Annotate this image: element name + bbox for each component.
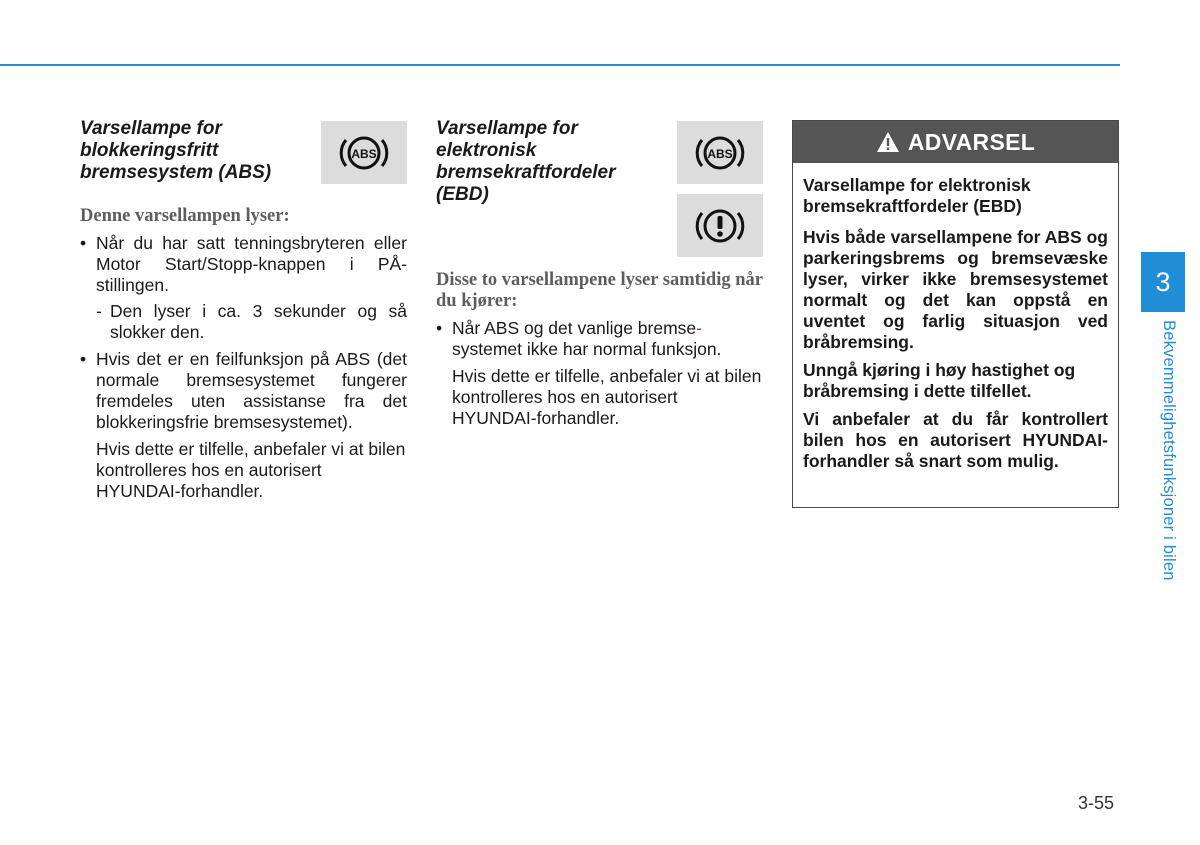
page-number: 3-55: [1078, 793, 1115, 813]
abs-lead: Denne varsellampen lyser:: [80, 206, 290, 226]
bullet-dot: •: [80, 349, 87, 369]
abs-bullet-1: [80, 233, 407, 296]
svg-text:ABS: ABS: [707, 146, 733, 161]
ebd-heading: Varsellampe for elektronisk bremsekraftfordeler (EBD): [436, 118, 616, 205]
ebd-bullet-1-text-b: systemet ikke har normal funksjon.: [452, 339, 722, 359]
abs-bullet-2-text: Hvis det er en feilfunksjon på ABS (det normale bremsesystemet fungerer fremdeles uten assistanse fra det blokkeringsfrie bremsesystemet).: [96, 349, 407, 432]
warning-paragraph-1: Hvis både varsellampene for ABS og parkeringsbrems og bremsevæske lyser, virker ikke bremsesystemet normalt og det kan oppstå en uventet og farlig situasjon ved bråbremsing.: [803, 227, 1108, 352]
abs-bullet-2: [80, 349, 407, 433]
ebd-bullet-1-text-a: Når ABS og det vanlige bremse: [452, 318, 697, 338]
warning-paragraph-3: Vi anbefaler at du får kontrollert bilen hos en autorisert HYUNDAI-forhandler så snart som mulig.: [803, 409, 1108, 471]
abs-dash-1-text: Den lyser i ca. 3 sekunder og så slokker den.: [110, 301, 407, 342]
chapter-tab: 3: [1141, 252, 1185, 312]
bullet-dot: •: [436, 318, 443, 338]
ebd-abs-lamp-icon: [677, 121, 763, 184]
dash-mark: -: [96, 301, 102, 321]
warning-header: [793, 121, 1118, 163]
warning-title: ADVARSEL: [907, 128, 1036, 155]
warning-triangle-icon: [876, 131, 900, 153]
hyphen-mark: -: [696, 318, 702, 338]
warning-subtitle: Varsellampe for elektronisk bremsekraftfordeler (EBD): [803, 175, 1031, 216]
abs-warning-lamp-icon: [321, 121, 407, 184]
ebd-lead: Disse to varsellampene lyser samtidig når du kjører:: [436, 270, 763, 311]
warning-box: [792, 120, 1119, 508]
brake-warning-lamp-icon: [677, 194, 763, 257]
abs-para: Hvis dette er tilfelle, anbefaler vi at bilen kontrolleres hos en autorisert HYUNDAI-forhandler.: [96, 439, 406, 501]
chapter-title: Bekvemmelighetsfunksjoner i bilen: [1160, 320, 1178, 581]
svg-text:ABS: ABS: [351, 146, 377, 161]
ebd-para: Hvis dette er tilfelle, anbefaler vi at bilen kontrolleres hos en autorisert HYUNDAI-forhandler.: [452, 366, 762, 428]
ebd-bullet-1: [436, 318, 763, 360]
bullet-dot: •: [80, 233, 87, 253]
abs-bullet-1-text: Når du har satt tenningsbryteren eller Motor Start/Stopp-knappen i PÅ-stillingen.: [96, 233, 407, 295]
top-rule: [0, 64, 1120, 66]
warning-paragraph-2: Unngå kjøring i høy hastighet og bråbremsing i dette tilfellet.: [803, 360, 1076, 401]
abs-dash-1: [80, 301, 407, 343]
abs-heading: Varsellampe for blokkeringsfritt bremsesystem (ABS): [80, 118, 272, 183]
